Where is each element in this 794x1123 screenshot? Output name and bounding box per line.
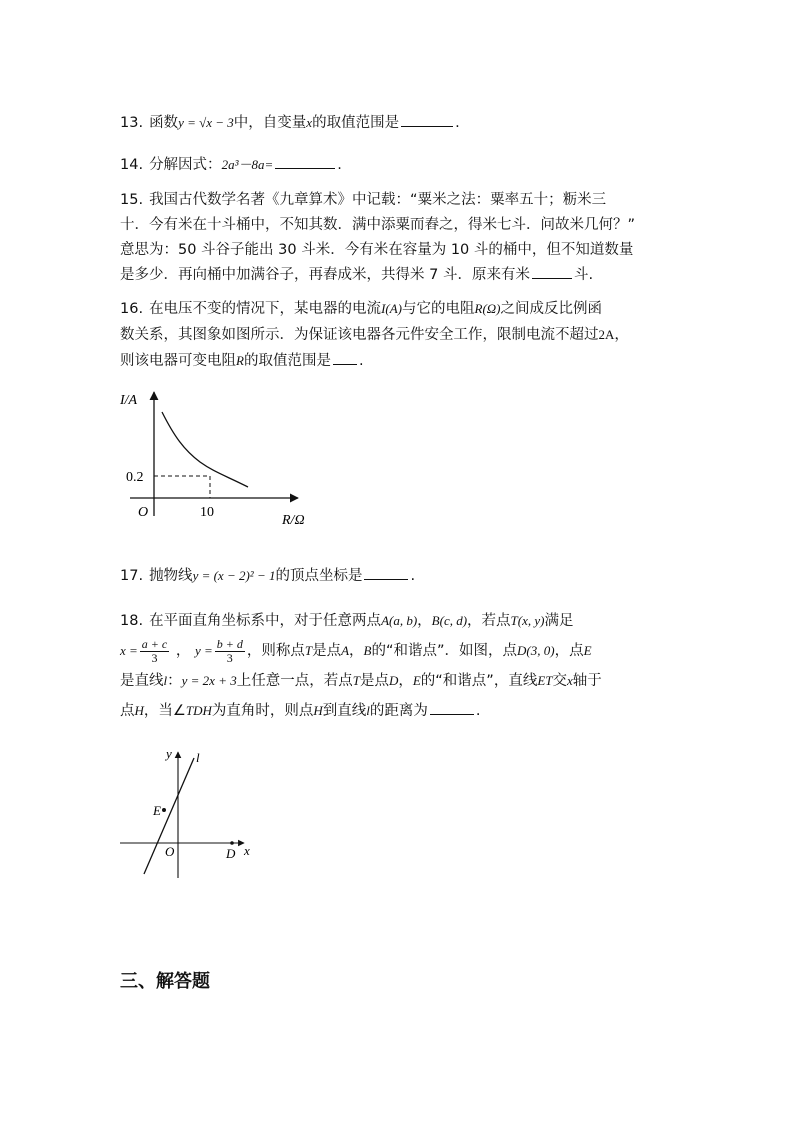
line-l-label: l xyxy=(196,750,200,765)
question-number: 18. xyxy=(120,613,144,629)
question-14: 14. 分解因式：2a³－8a= . xyxy=(120,152,680,178)
answer-blank[interactable] xyxy=(333,349,357,365)
answer-blank[interactable] xyxy=(401,111,453,127)
factor-expression: 2a³－8a= xyxy=(221,157,274,172)
question-number: 13. xyxy=(120,115,144,131)
question-number: 16. xyxy=(120,301,144,317)
question-18: 18. 在平面直角坐标系中，对于任意两点A(a, b)，B(c, d)，若点T(x, y)满足 x = $\frac{a + c}{3}$ ， y = $\frac{b + d}{3}$ ，则称点T是点A，B的“和谐点”．如图，点D(3, 0)，点E 是直线l：y = 2x + 3上任意一点，若点T是点D，E的“和谐点”，直线ET交x轴于 点H，当∠TDH为直角时，则点H到直线l的距离为 . xyxy=(120,613,602,719)
x-fraction: $\frac{a + c}{3}$ xyxy=(141,636,168,665)
question-number: 17. xyxy=(120,568,144,584)
origin-label: O xyxy=(165,844,175,859)
x-axis-label: x xyxy=(244,843,250,858)
question-17: 17. 抛物线y = (x − 2)² − 1的顶点坐标是 . xyxy=(120,563,680,589)
point-E-label: E xyxy=(153,803,161,818)
coordinate-graph xyxy=(114,744,264,884)
question-number: 14. xyxy=(120,157,144,173)
y-axis-label: I/A xyxy=(120,393,138,408)
question-number: 15. xyxy=(120,192,144,208)
answer-blank[interactable] xyxy=(364,564,408,580)
section-heading: 三、解答题 xyxy=(120,971,210,992)
question-16: 16. 在电压不变的情况下，某电器的电流I(A)与它的电阻R(Ω)之间成反比例函 数关系，其图象如图所示．为保证该电器各元件安全工作，限制电流不超过2A， 则该电器可变电阻R的取值范围是 . xyxy=(120,301,629,369)
current-symbol: I(A) xyxy=(381,301,402,316)
resistance-symbol: R(Ω) xyxy=(474,301,501,316)
origin-label: O xyxy=(138,505,149,520)
point-D xyxy=(230,841,234,845)
question-15: 15. 我国古代数学名著《九章算术》中记载：“粟米之法：粟率五十；粝米三 十．今有米在十斗桶中，不知其数．满中添粟而舂之，得米七斗．问故米几何？” 意思为：50 斗谷子能出 30 斗米．今有米在容量为 10 斗的桶中，但不知道数量 是多少．再向桶中加满谷子，再舂成米，共得米 7 斗．原来有米 斗. xyxy=(120,192,636,283)
point-D-label: D xyxy=(226,846,236,861)
function-formula: y = √x − 3 xyxy=(178,115,234,130)
x-axis-label: R/Ω xyxy=(282,513,305,528)
line-equation: y = 2x + 3 xyxy=(181,673,237,688)
y-tick-label: 0.2 xyxy=(126,470,144,485)
x-tick-label: 10 xyxy=(200,505,214,520)
y-axis-label: y xyxy=(166,746,172,761)
answer-blank[interactable] xyxy=(532,263,572,279)
parabola-formula: y = (x − 2)² − 1 xyxy=(192,568,276,583)
inverse-proportion-graph xyxy=(118,386,318,536)
answer-blank[interactable] xyxy=(430,699,474,715)
answer-blank[interactable] xyxy=(275,153,335,169)
point-E xyxy=(162,808,166,812)
y-fraction: $\frac{b + d}{3}$ xyxy=(216,636,243,665)
question-13: 13. 函数y = √x − 3中，自变量x的取值范围是 . xyxy=(120,110,680,136)
